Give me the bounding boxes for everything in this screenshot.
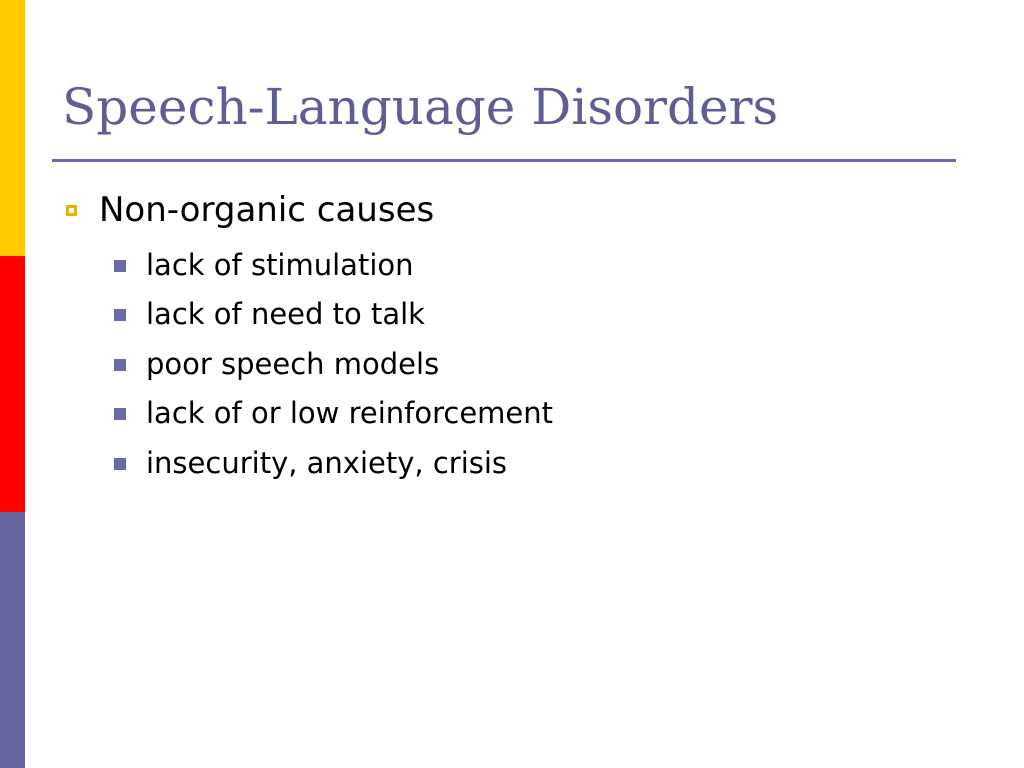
accent-bar-red <box>0 256 25 512</box>
bullet-text: Non-organic causes <box>99 190 435 230</box>
filled-square-icon <box>114 309 126 321</box>
sub-bullet-text: poor speech models <box>146 346 440 381</box>
hollow-square-icon <box>66 205 77 216</box>
sub-bullet-text: insecurity, anxiety, crisis <box>146 445 508 480</box>
bullet-level-1 <box>66 190 434 230</box>
sub-bullet-item <box>114 389 553 439</box>
accent-bar-yellow <box>0 0 25 256</box>
sub-bullet-text: lack of or low reinforcement <box>146 396 554 431</box>
title-underline <box>52 159 956 162</box>
slide-title: Speech-Language Disorders <box>62 78 779 136</box>
sub-bullet-item <box>114 339 553 389</box>
sub-bullet-item <box>114 290 553 340</box>
accent-bar-blue <box>0 512 25 768</box>
sub-bullet-list <box>114 240 553 488</box>
sub-bullet-item <box>114 240 553 290</box>
filled-square-icon <box>114 260 126 272</box>
filled-square-icon <box>114 458 126 470</box>
sub-bullet-item <box>114 438 553 488</box>
sub-bullet-text: lack of stimulation <box>146 247 414 282</box>
filled-square-icon <box>114 408 126 420</box>
sub-bullet-text: lack of need to talk <box>146 297 425 332</box>
filled-square-icon <box>114 359 126 371</box>
